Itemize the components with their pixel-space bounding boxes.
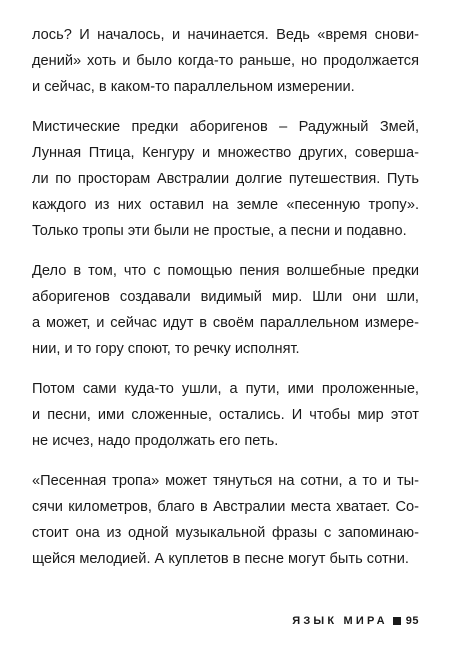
paragraph-1 <box>32 22 419 100</box>
text-line: Мистические предки аборигенов – Радужный Змей, <box>32 119 419 135</box>
running-title: ЯЗЫК МИРА <box>292 615 388 627</box>
text-line: Только тропы эти были не простые, а песни и подавно. <box>32 223 407 239</box>
text-line: ли по просторам Австралии долгие путешествия. Путь <box>32 171 419 187</box>
page-number: 95 <box>405 615 419 627</box>
text-line: дений» хоть и было когда-то раньше, но продолжается <box>32 53 419 69</box>
paragraph-3 <box>32 258 419 362</box>
text-line: Лунная Птица, Кенгуру и множество других, соверша- <box>32 145 419 161</box>
text-line: и песни, ими сложенные, остались. И чтобы мир этот <box>32 407 419 423</box>
paragraph-4 <box>32 376 419 454</box>
text-line: а может, и сейчас идут в своём параллельном измере- <box>32 315 419 331</box>
text-line: сячи километров, благо в Австралии места хватает. Со- <box>32 499 419 515</box>
paragraph-2 <box>32 114 419 244</box>
black-square-icon <box>393 617 401 625</box>
text-line: щейся мелодией. А куплетов в песне могут быть сотни. <box>32 551 409 567</box>
text-line: Дело в том, что с помощью пения волшебные предки <box>32 263 419 279</box>
text-line: «Песенная тропа» может тянуться на сотни, а то и ты- <box>32 473 419 489</box>
paragraph-5 <box>32 468 419 572</box>
text-line: аборигенов создавали видимый мир. Шли они шли, <box>32 289 419 305</box>
running-footer <box>292 615 419 627</box>
text-line: нии, и то гору споют, то речку исполнят. <box>32 341 300 357</box>
text-line: и сейчас, в каком-то параллельном измерении. <box>32 79 355 95</box>
text-line: не исчез, надо продолжать его петь. <box>32 433 279 449</box>
text-line: каждого из них оставил на земле «песенную тропу». <box>32 197 419 213</box>
text-line: Потом сами куда-то ушли, а пути, ими проложенные, <box>32 381 419 397</box>
page-body-text <box>32 22 419 586</box>
text-line: лось? И началось, и начинается. Ведь «время снови- <box>32 27 419 43</box>
text-line: стоит она из одной музыкальной фразы с запоминаю- <box>32 525 419 541</box>
